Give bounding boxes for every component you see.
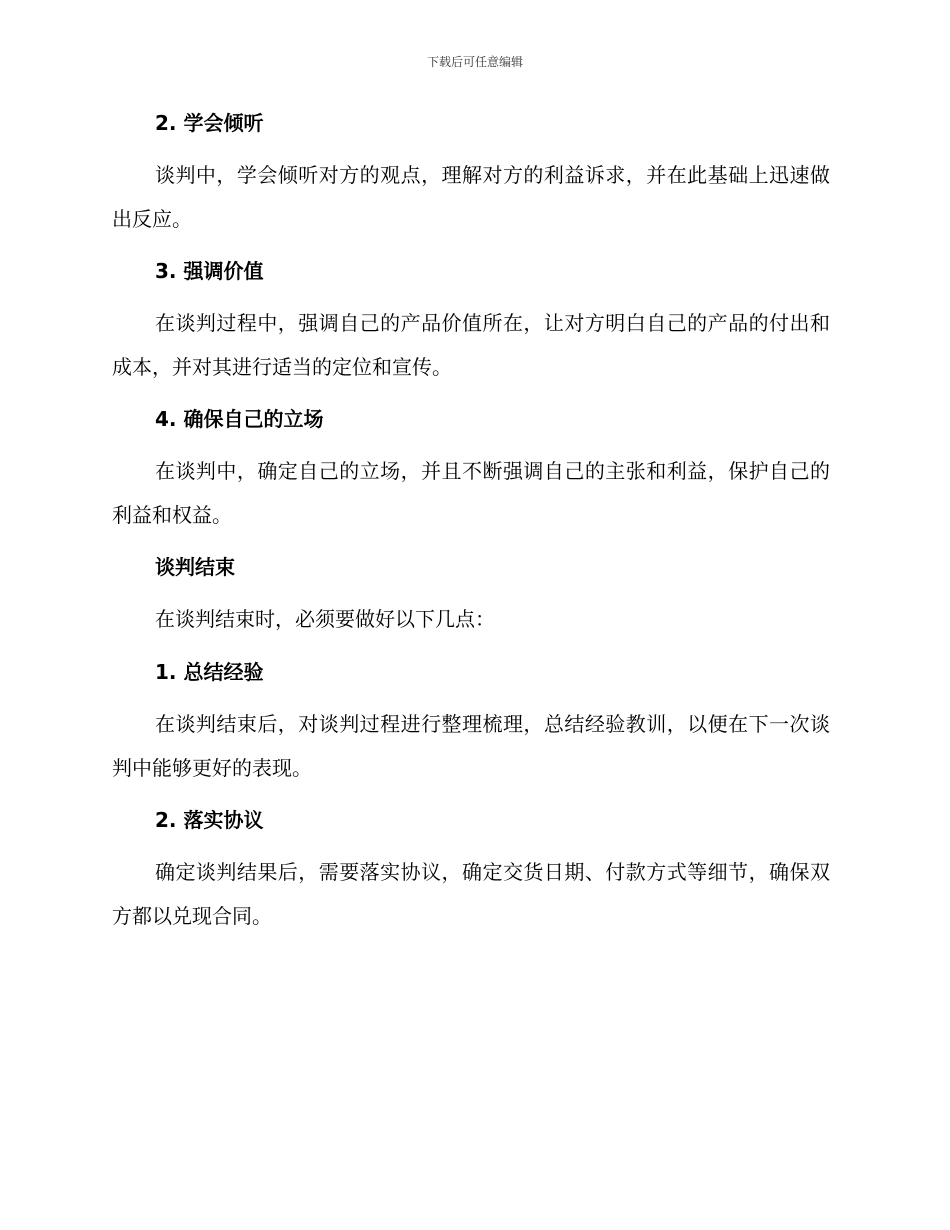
paragraph-agreement: 确定谈判结果后，需要落实协议，确定交货日期、付款方式等细节，确保双方都以兑现合同。 <box>112 860 830 928</box>
document-body <box>112 108 830 953</box>
section-heading-agreement: 2. 落实协议 <box>155 808 264 832</box>
paragraph-listen: 谈判中，学会倾听对方的观点，理解对方的利益诉求，并在此基础上迅速做出反应。 <box>112 163 830 231</box>
paragraph-summary: 在谈判结束后，对谈判过程进行整理梳理，总结经验教训，以便在下一次谈判中能够更好的表现。 <box>112 712 830 780</box>
section-heading-listen: 2. 学会倾听 <box>155 111 264 135</box>
section-heading-position: 4. 确保自己的立场 <box>155 407 324 431</box>
section-heading-value: 3. 强调价值 <box>155 259 264 283</box>
page-header: 下载后可任意编辑 <box>426 55 523 69</box>
paragraph-value: 在谈判过程中，强调自己的产品价值所在，让对方明白自己的产品的付出和成本，并对其进行适当的定位和宣传。 <box>112 311 830 379</box>
section-heading-summary: 1. 总结经验 <box>155 660 264 684</box>
paragraph-position: 在谈判中，确定自己的立场，并且不断强调自己的主张和利益，保护自己的利益和权益。 <box>112 459 830 527</box>
section-heading-conclusion: 谈判结束 <box>155 555 235 579</box>
paragraph-conclusion-intro: 在谈判结束时，必须要做好以下几点： <box>155 607 495 631</box>
